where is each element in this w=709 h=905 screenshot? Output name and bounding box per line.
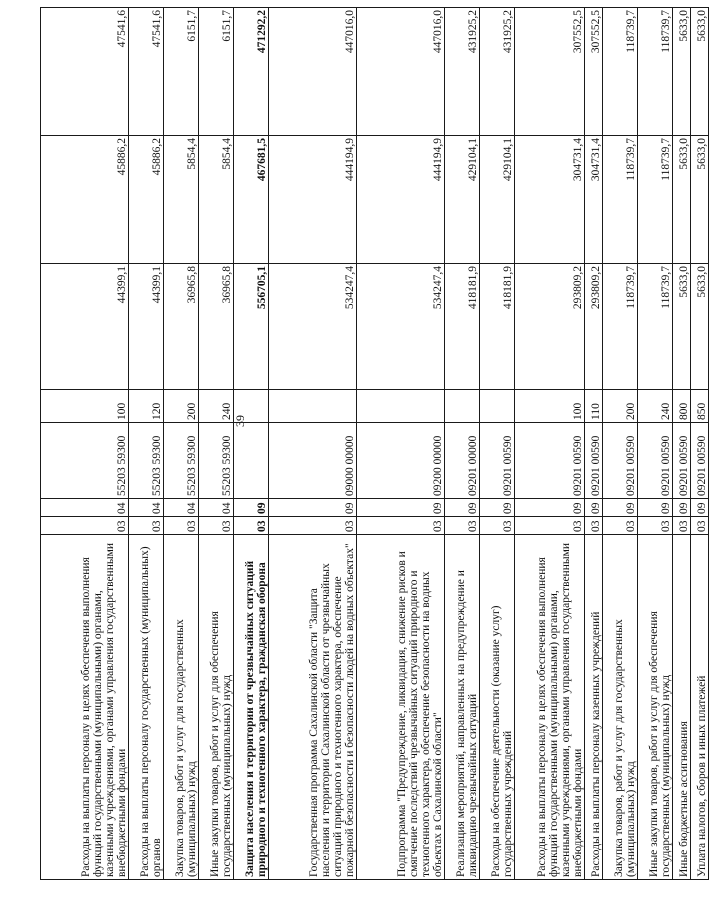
row-description: Иные бюджетные ассигнования: [673, 535, 691, 880]
target-article-code: 09201 00590: [603, 423, 638, 499]
expense-type-code: [357, 390, 445, 423]
amount-year-1: 534247,4: [357, 264, 445, 390]
subsection-code: 04: [129, 499, 164, 517]
section-code: 03: [41, 517, 129, 535]
amount-year-1: 293809,2: [515, 264, 585, 390]
row-description: Расходы на выплаты персоналу в целях обеспечения выполнения функций государственными (муниципальными) органами, казенными учреждениями, органами управления государственными внебюджетными фондами: [515, 535, 585, 880]
expense-type-code: 240: [638, 390, 673, 423]
amount-year-1: 118739,7: [638, 264, 673, 390]
target-article-code: 09201 00590: [585, 423, 603, 499]
amount-year-1: 5633,0: [691, 264, 709, 390]
row-description: Иные закупки товаров, работ и услуг для обеспечения государственных (муниципальных) нужд: [638, 535, 673, 880]
expense-type-code: 110: [585, 390, 603, 423]
section-code: 03: [638, 517, 673, 535]
row-description: Уплата налогов, сборов и иных платежей: [691, 535, 709, 880]
amount-year-2: 5633,0: [691, 136, 709, 264]
amount-year-3: 47541,6: [41, 8, 129, 136]
page-number: 39: [233, 415, 247, 427]
subsection-code: 09: [234, 499, 269, 517]
target-article-code: 09201 00590: [638, 423, 673, 499]
amount-year-2: 118739,7: [638, 136, 673, 264]
amount-year-1: 44399,1: [129, 264, 164, 390]
table-row: [603, 8, 638, 880]
amount-year-1: 556705,1: [234, 264, 269, 390]
section-code: 03: [585, 517, 603, 535]
amount-year-1: 418181,9: [480, 264, 515, 390]
row-description: Расходы на выплаты персоналу в целях обеспечения выполнения функций государственными (муниципальными) органами, казенными учреждениями, органами управления государственными внебюджетными фондами: [41, 535, 129, 880]
table-row: [164, 8, 199, 880]
target-article-code: 09201 00590: [691, 423, 709, 499]
table-row: [234, 8, 269, 880]
target-article-code: 09200 00000: [357, 423, 445, 499]
amount-year-1: 44399,1: [41, 264, 129, 390]
table-row: [515, 8, 585, 880]
amount-year-3: 447016,0: [357, 8, 445, 136]
subsection-code: 09: [269, 499, 357, 517]
amount-year-2: 444194,9: [357, 136, 445, 264]
amount-year-2: 467681,5: [234, 136, 269, 264]
table-row: [269, 8, 357, 880]
section-code: 03: [234, 517, 269, 535]
amount-year-3: 6151,7: [164, 8, 199, 136]
target-article-code: 55203 59300: [41, 423, 129, 499]
target-article-code: 09201 00590: [515, 423, 585, 499]
budget-table: [40, 7, 709, 880]
amount-year-2: 5854,4: [199, 136, 234, 264]
amount-year-2: 429104,1: [445, 136, 480, 264]
amount-year-3: 6151,7: [199, 8, 234, 136]
amount-year-1: 418181,9: [445, 264, 480, 390]
amount-year-2: 304731,4: [585, 136, 603, 264]
table-row: [445, 8, 480, 880]
table-row: [691, 8, 709, 880]
subsection-code: 09: [480, 499, 515, 517]
target-article-code: 09201 00590: [673, 423, 691, 499]
amount-year-3: 5633,0: [691, 8, 709, 136]
target-article-code: [234, 423, 269, 499]
section-code: 03: [269, 517, 357, 535]
amount-year-2: 304731,4: [515, 136, 585, 264]
amount-year-3: 5633,0: [673, 8, 691, 136]
amount-year-2: 5854,4: [164, 136, 199, 264]
table-row: [673, 8, 691, 880]
amount-year-2: 444194,9: [269, 136, 357, 264]
amount-year-1: 118739,7: [603, 264, 638, 390]
section-code: 03: [673, 517, 691, 535]
expense-type-code: 850: [691, 390, 709, 423]
row-description: Расходы на обеспечение деятельности (оказание услуг) государственных учреждений: [480, 535, 515, 880]
section-code: 03: [357, 517, 445, 535]
expense-type-code: [445, 390, 480, 423]
table-row: [638, 8, 673, 880]
subsection-code: 04: [164, 499, 199, 517]
row-description: Расходы на выплаты персоналу государственных (муниципальных) органов: [129, 535, 164, 880]
subsection-code: 09: [691, 499, 709, 517]
amount-year-2: 118739,7: [603, 136, 638, 264]
section-code: 03: [164, 517, 199, 535]
expense-type-code: [480, 390, 515, 423]
amount-year-3: 118739,7: [638, 8, 673, 136]
subsection-code: 09: [603, 499, 638, 517]
row-description: Подпрограмма "Предупреждение, ликвидация, снижение рисков и смягчение последствий чрезвычайных ситуаций природного и техногенного характера, обеспечение безопасности на водных объектах в Сахалинской области": [357, 535, 445, 880]
subsection-code: 04: [199, 499, 234, 517]
amount-year-3: 471292,2: [234, 8, 269, 136]
expense-type-code: 120: [129, 390, 164, 423]
budget-table-body: [41, 8, 709, 880]
table-row: [585, 8, 603, 880]
row-description: Государственная программа Сахалинской области "Защита населения и территории Сахалинской области от чрезвычайных ситуаций природного и техногенного характера, обеспечение пожарной безопасности и безопасности людей на водных объектах": [269, 535, 357, 880]
amount-year-3: 431925,2: [480, 8, 515, 136]
table-row: [129, 8, 164, 880]
table-row: [480, 8, 515, 880]
expense-type-code: [269, 390, 357, 423]
section-code: 03: [445, 517, 480, 535]
target-article-code: 55203 59300: [199, 423, 234, 499]
amount-year-3: 47541,6: [129, 8, 164, 136]
section-code: 03: [199, 517, 234, 535]
expense-type-code: 200: [603, 390, 638, 423]
amount-year-3: 118739,7: [603, 8, 638, 136]
target-article-code: 55203 59300: [164, 423, 199, 499]
table-row: [357, 8, 445, 880]
subsection-code: 09: [638, 499, 673, 517]
amount-year-2: 5633,0: [673, 136, 691, 264]
amount-year-3: 307552,5: [515, 8, 585, 136]
expense-type-code: 240: [199, 390, 234, 423]
amount-year-1: 36965,8: [164, 264, 199, 390]
expense-type-code: 100: [41, 390, 129, 423]
row-description: Закупка товаров, работ и услуг для государственных (муниципальных) нужд: [603, 535, 638, 880]
section-code: 03: [603, 517, 638, 535]
amount-year-2: 429104,1: [480, 136, 515, 264]
amount-year-1: 534247,4: [269, 264, 357, 390]
section-code: 03: [129, 517, 164, 535]
row-description: Иные закупки товаров, работ и услуг для обеспечения государственных (муниципальных) нужд: [199, 535, 234, 880]
section-code: 03: [691, 517, 709, 535]
section-code: 03: [480, 517, 515, 535]
expense-type-code: 800: [673, 390, 691, 423]
rotated-table-wrapper: [40, 8, 708, 880]
table-row: [199, 8, 234, 880]
amount-year-1: 293809,2: [585, 264, 603, 390]
amount-year-2: 45886,2: [41, 136, 129, 264]
amount-year-3: 307552,5: [585, 8, 603, 136]
subsection-code: 09: [585, 499, 603, 517]
expense-type-code: [234, 390, 269, 423]
target-article-code: 09201 00000: [445, 423, 480, 499]
amount-year-1: 36965,8: [199, 264, 234, 390]
amount-year-1: 5633,0: [673, 264, 691, 390]
expense-type-code: 100: [515, 390, 585, 423]
amount-year-2: 45886,2: [129, 136, 164, 264]
table-row: [41, 8, 129, 880]
amount-year-3: 431925,2: [445, 8, 480, 136]
subsection-code: 09: [515, 499, 585, 517]
target-article-code: 09201 00590: [480, 423, 515, 499]
amount-year-3: 447016,0: [269, 8, 357, 136]
row-description: Расходы на выплаты персоналу казенных учреждений: [585, 535, 603, 880]
row-description: Закупка товаров, работ и услуг для государственных (муниципальных) нужд: [164, 535, 199, 880]
row-description: Реализация мероприятий, направленных на предупреждение и ликвидацию чрезвычайных ситуаций: [445, 535, 480, 880]
target-article-code: 09000 00000: [269, 423, 357, 499]
target-article-code: 55203 59300: [129, 423, 164, 499]
subsection-code: 09: [673, 499, 691, 517]
section-code: 03: [515, 517, 585, 535]
row-description: Защита населения и территории от чрезвычайных ситуаций природного и техногенного характера, гражданская оборона: [234, 535, 269, 880]
expense-type-code: 200: [164, 390, 199, 423]
subsection-code: 09: [445, 499, 480, 517]
subsection-code: 09: [357, 499, 445, 517]
subsection-code: 04: [41, 499, 129, 517]
